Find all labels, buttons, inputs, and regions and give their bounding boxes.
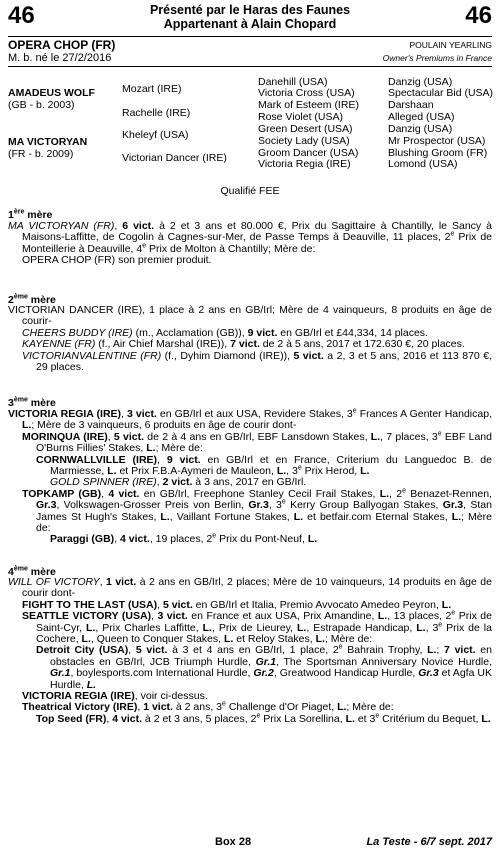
gen4-7: Lomond (USA) (388, 158, 458, 170)
first-dam-produce: OPERA CHOP (FR) son premier produit. (22, 254, 212, 267)
fight-to-the-last-paragraph: FIGHT TO THE LAST (USA), 5 vict. en GB/Irl et Italia, Premio Avvocato Amedeo Peyron, L. (22, 598, 452, 611)
presented-by: Présenté par le Haras des Faunes (149, 3, 351, 17)
dam-name: MA VICTORYAN (8, 136, 88, 148)
theatrical-victory-paragraph: Theatrical Victory (IRE), 1 vict. à 2 ans, 3e Challenge d'Or Piaget, L.; Mère de: (22, 700, 394, 714)
horse-name: OPERA CHOP (FR) (8, 38, 116, 52)
gold-spinner-paragraph: GOLD SPINNER (IRE), 2 vict. à 3 ans, 2017 en GB/Irl. (50, 476, 307, 489)
section-heading-second-dam: 2ème mère (8, 293, 56, 306)
gen4-0: Danzig (USA) (388, 76, 453, 88)
third-dam-text (8, 409, 492, 546)
second-dam-paragraph: VICTORIAN DANCER (IRE), 1 place à 2 ans en GB/Irl; Mère de 4 vainqueurs, 8 produits en âge de courir- (8, 304, 492, 328)
gen4-2: Darshaan (388, 99, 434, 111)
lot-number-left: 46 (8, 2, 35, 29)
morinqua-paragraph: MORINQUA (IRE), 5 vict. de 2 à 4 ans en GB/Irl, EBF Lansdown Stakes, L., 7 places, 3e EBF Land O'Burns Fillies' Stakes, L.; Mère de: (22, 430, 492, 455)
box-number: Box 28 (215, 836, 252, 848)
pedigree-rule (8, 66, 492, 67)
second-dam-text (8, 305, 492, 373)
gen3-1: Victoria Cross (USA) (258, 87, 355, 99)
gen4-6: Blushing Groom (FR) (388, 147, 488, 159)
sire-info: (GB - b. 2003) (8, 99, 75, 111)
paraggi-paragraph: Paraggi (GB), 4 vict., 19 places, 2e Prix du Pont-Neuf, L. (50, 532, 318, 546)
victoria-regia-repeat-paragraph: VICTORIA REGIA (IRE), voir ci-dessus. (22, 690, 208, 703)
first-dam-paragraph: MA VICTORYAN (FR), 6 vict. à 2 et 3 ans et 80.000 €, Prix du Sagittaire à Chantilly, le Sancy à Maisons-Laffitte, de Cogolin à Cagnes-sur-Mer, de Passe Temps à Deauville, 11 places, 2e Prix de Monteillerie à Deauville, 4e Prix de Molton à Chantilly; Mère de: (8, 220, 493, 255)
gen4-1: Spectacular Bid (USA) (388, 87, 494, 99)
second-dam-produce-1: CHEERS BUDDY (IRE) (m., Acclamation (GB)), 9 vict. en GB/Irl et £44,334, 14 places. (22, 326, 428, 339)
gen2-2: Kheleyf (USA) (122, 129, 189, 141)
topkamp-paragraph: TOPKAMP (GB), 4 vict. en GB/Irl, Freephone Stanley Cecil Frail Stakes, L., 2e Benazet-Rennen, Gr.3, Volkswagen-Grosser Preis von Berlin, Gr.3, 3e Kerry Group Ballyogan Stakes, Gr.3, Stan James St Hugh's Stakes, L., Vaillant Fortune Stakes, L. et betfair.com Eternal Stakes, L.; Mère de: (22, 487, 492, 535)
third-dam-paragraph: VICTORIA REGIA (IRE), 3 vict. en GB/Irl et aux USA, Revidere Stakes, 3e Frances A Genter Handicap, L.; Mère de 3 vainqueurs, 6 produits en âge de courir dont- (8, 407, 492, 432)
horse-title-line (8, 39, 492, 51)
gen2-0: Mozart (IRE) (122, 83, 182, 95)
second-dam-produce-3: VICTORIANVALENTINE (FR) (f., Dyhim Diamond (IRE)), 5 vict. a 2, 3 et 5 ans, 2016 et 113 870 €, 29 places. (22, 349, 492, 374)
lot-number-right: 46 (465, 2, 492, 29)
detroit-city-paragraph: Detroit City (USA), 5 vict. à 3 et 4 ans en GB/Irl, 1 place, 2e Bahrain Trophy, L.; 7 vict. en obstacles en GB/Irl, JCB Triumph Hurdle, Gr.1, The Sportsman Anniversary Novice Hurdle, Gr.1, boylesports.com International Hurdle, Gr.2, Greatwood Handicap Hurdle, Gr.3 et Agfa UK Hurdle, L. (36, 643, 493, 691)
horse-type: POULAIN YEARLING (409, 40, 492, 50)
cornwallville-paragraph: CORNWALLVILLE (IRE), 9 vict. en GB/Irl et en France, Criterium du Languedoc B. de Marmiesse, L. et Prix F.B.A-Aymeri de Mauleon, L., 3e Prix Herod, L. (36, 453, 492, 478)
horse-birth: M. b. né le 27/2/2016 (8, 52, 112, 64)
dam-info: (FR - b. 2009) (8, 148, 74, 160)
gen3-6: Groom Dancer (USA) (258, 147, 359, 159)
owners-premiums: Owner's Premiums in France (382, 53, 492, 63)
seattle-victory-paragraph: SEATTLE VICTORY (USA), 3 vict. en France et aux USA, Prix Amandine, L., 13 places, 2e Prix de Saint-Cyr, L., Prix Charles Laffitte, L., Prix de Lieurey, L., Estrapade Handicap, L., 3e Prix de la Cochere, L., Queen to Conquer Stakes, L. et Reloy Stakes, L.; Mère de: (22, 609, 492, 646)
sale-info: La Teste - 6/7 sept. 2017 (366, 836, 492, 848)
gen2-3: Victorian Dancer (IRE) (122, 152, 227, 164)
gen3-7: Victoria Regia (IRE) (258, 158, 351, 170)
section-heading-fourth-dam: 4ème mère (8, 565, 56, 578)
top-seed-paragraph: Top Seed (FR), 4 vict. à 2 et 3 ans, 5 places, 2e Prix La Sorellina, L. et 3e Critérium du Bequet, L. (36, 712, 491, 725)
fourth-dam-text (8, 577, 492, 725)
gen3-2: Mark of Esteem (IRE) (258, 99, 359, 111)
gen3-5: Society Lady (USA) (258, 135, 350, 147)
gen4-5: Mr Prospector (USA) (388, 135, 486, 147)
fourth-dam-paragraph: WILL OF VICTORY, 1 vict. à 2 ans en GB/Irl, 2 places; Mère de 10 vainqueurs, 14 produits en âge de courir dont- (8, 576, 492, 600)
gen4-4: Danzig (USA) (388, 123, 453, 135)
top-rule (8, 36, 492, 37)
first-dam-text (8, 221, 492, 267)
qualifie-fee: Qualifié FEE (220, 185, 280, 197)
gen3-4: Green Desert (USA) (258, 123, 353, 135)
gen2-1: Rachelle (IRE) (122, 107, 191, 119)
section-heading-third-dam: 3ème mère (8, 396, 56, 409)
horse-birth-line (8, 52, 492, 64)
gen3-3: Rose Violet (USA) (258, 111, 344, 123)
sire-name: AMADEUS WOLF (8, 87, 95, 99)
consignor-header (90, 3, 410, 31)
section-heading-first-dam: 1ère mère (8, 208, 53, 221)
gen4-3: Alleged (USA) (388, 111, 455, 123)
owned-by: Appartenant à Alain Chopard (163, 17, 337, 31)
second-dam-produce-2: KAYENNE (FR) (f., Air Chief Marshal (IRE)), 7 vict. de 2 à 5 ans, 2017 et 172.630 €, 20 places. (22, 338, 465, 351)
gen3-0: Danehill (USA) (258, 76, 328, 88)
